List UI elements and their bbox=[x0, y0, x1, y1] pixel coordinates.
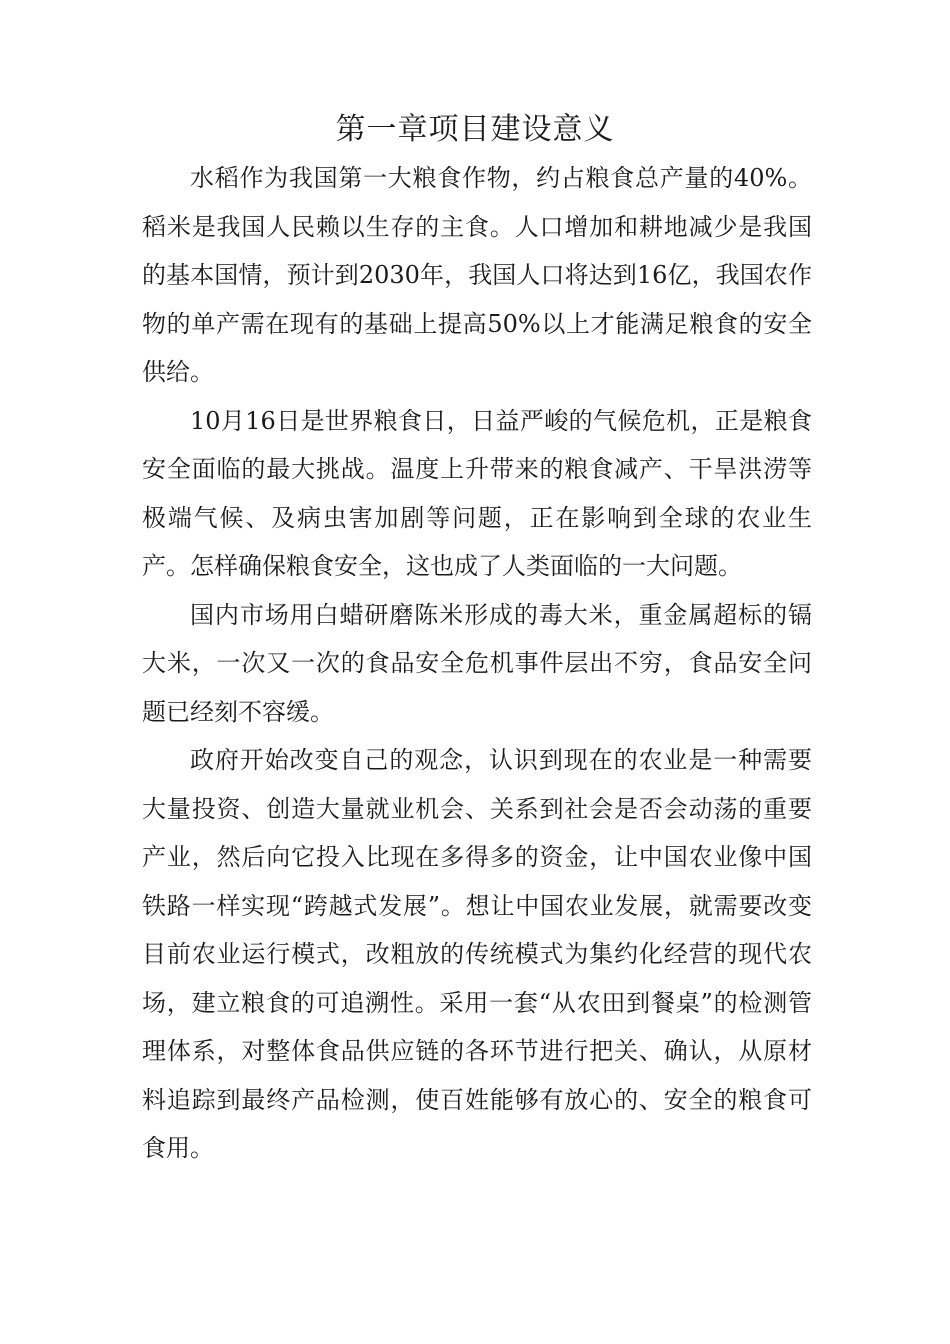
paragraph-1: 水稻作为我国第一大粮食作物，约占粮食总产量的40%。稻米是我国人民赖以生存的主食。人口增加和耕地减少是我国的基本国情，预计到2030年，我国人口将达到16亿，我国农作物的单产需在现有的基础上提高50%以上才能满足粮食的安全供给。 bbox=[142, 164, 812, 386]
document-body bbox=[142, 154, 812, 1173]
paragraph-4: 政府开始改变自己的观念，认识到现在的农业是一种需要大量投资、创造大量就业机会、关系到社会是否会动荡的重要产业，然后向它投入比现在多得多的资金，让中国农业像中国铁路一样实现“跨越式发展”。想让中国农业发展，就需要改变目前农业运行模式，改粗放的传统模式为集约化经营的现代农场，建立粮食的可追溯性。采用一套“从农田到餐桌”的检测管理体系，对整体食品供应链的各环节进行把关、确认，从原材料追踪到最终产品检测，使百姓能够有放心的、安全的粮食可食用。 bbox=[142, 746, 812, 1162]
paragraph-2: 10月16日是世界粮食日，日益严峻的气候危机，正是粮食安全面临的最大挑战。温度上升带来的粮食减产、干旱洪涝等极端气候、及病虫害加剧等问题，正在影响到全球的农业生产。怎样确保粮食安全，这也成了人类面临的一大问题。 bbox=[142, 406, 812, 580]
chapter-title: 第一章项目建设意义 bbox=[335, 112, 615, 147]
paragraph-3: 国内市场用白蜡研磨陈米形成的毒大米，重金属超标的镉大米，一次又一次的食品安全危机事件层出不穷，食品安全问题已经刻不容缓。 bbox=[142, 600, 812, 726]
